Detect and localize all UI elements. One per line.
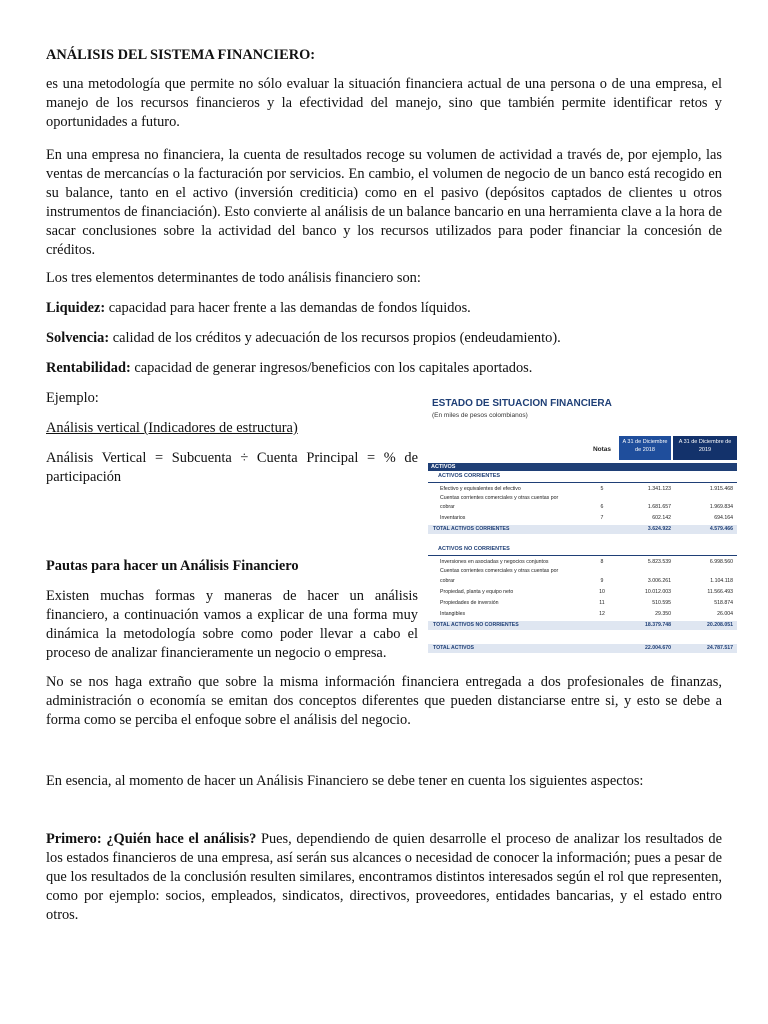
- total-row: [428, 621, 737, 630]
- notas-header: Notas: [592, 446, 612, 453]
- row-label: Propiedad, planta y equipo neto: [440, 589, 514, 595]
- pautas-title: Pautas para hacer un Análisis Financiero: [46, 558, 299, 574]
- vertical-title: Análisis vertical (Indicadores de estructura): [46, 420, 298, 436]
- activos-band: ACTIVOS: [428, 463, 737, 471]
- row-value-2019: 11.566.493: [707, 589, 733, 595]
- row-nota: 11: [599, 600, 605, 606]
- divider: [428, 555, 737, 556]
- row-label: Intangibles: [440, 611, 466, 617]
- table-row: [428, 503, 737, 512]
- rentabilidad-def: capacidad de generar ingresos/beneficios con los capitales aportados.: [130, 360, 533, 376]
- row-nota: 10: [599, 589, 605, 595]
- row-label: cobrar: [440, 578, 455, 584]
- row-nota: 7: [600, 515, 604, 521]
- table-row: [428, 558, 737, 567]
- row-value-2019: 26.004: [717, 611, 733, 617]
- row-nota: 12: [599, 611, 605, 617]
- row-value-2018: 510.595: [652, 600, 671, 606]
- row-value-2018: 3.006.261: [647, 578, 671, 584]
- elements-intro: Los tres elementos determinantes de todo análisis financiero son:: [46, 270, 421, 286]
- table-row: [428, 577, 737, 586]
- row-label: Efectivo y equivalentes del efectivo: [440, 486, 521, 492]
- row-value-2018: 5.823.539: [647, 559, 671, 565]
- row-value-2019: 1.104.118: [710, 578, 733, 584]
- total-value-2018: 22.004.670: [645, 645, 671, 651]
- esencia-paragraph: En esencia, al momento de hacer un Análisis Financiero se debe tener en cuenta los siguientes aspectos:: [46, 773, 644, 789]
- row-label: Propiedades de inversión: [440, 600, 499, 606]
- statement-title: ESTADO DE SITUACION FINANCIERA: [432, 398, 612, 409]
- row-value-2019: 6.998.560: [709, 559, 733, 565]
- col-2019-header: A 31 de Diciembre de 2019: [673, 436, 737, 460]
- table-row: [428, 494, 737, 503]
- corrientes-section: ACTIVOS CORRIENTES: [438, 473, 501, 479]
- liquidez-def: capacidad para hacer frente a las demandas de fondos líquidos.: [105, 300, 471, 316]
- row-value-2019: 694.164: [714, 515, 733, 521]
- table-row: [428, 567, 737, 576]
- row-value-2019: 518.874: [714, 600, 733, 606]
- total-label: TOTAL ACTIVOS: [433, 645, 475, 651]
- row-nota: 9: [600, 578, 604, 584]
- total-label: TOTAL ACTIVOS CORRIENTES: [433, 526, 510, 532]
- liquidez-item: [46, 299, 722, 318]
- statement-subtitle: (En miles de pesos colombianos): [432, 412, 528, 419]
- intro-paragraph: es una metodología que permite no sólo evaluar la situación financiera actual de una persona o de una empresa, el manejo de los recursos financieros y la efectividad del manejo, sino que también permite identificar retos y oportunidades a futuro.: [46, 76, 722, 130]
- divider: [428, 482, 737, 483]
- page-heading: ANÁLISIS DEL SISTEMA FINANCIERO:: [46, 47, 316, 63]
- total-label: TOTAL ACTIVOS NO CORRIENTES: [433, 622, 519, 628]
- table-row: [428, 588, 737, 597]
- primero-term: Primero: ¿Quién hace el análisis?: [46, 831, 257, 847]
- solvencia-term: Solvencia:: [46, 330, 110, 346]
- row-value-2018: 1.341.123: [647, 486, 671, 492]
- solvencia-def: calidad de los créditos y adecuación de los recursos propios (endeudamiento).: [109, 330, 561, 346]
- rentabilidad-item: [46, 359, 722, 378]
- ejemplo-label: Ejemplo:: [46, 390, 99, 406]
- grand-total-row: [428, 644, 737, 653]
- liquidez-term: Liquidez:: [46, 300, 106, 316]
- primero-paragraph: [46, 830, 722, 925]
- primero-text: Pues, dependiendo de quien desarrolle el proceso de analizar los resultados de los estados financieros de una empresa, así serán sus alcances o necesidad de conocer la información; pues a pesar de que los resultados de la conclusión resulten similares, encontramos distintos interesados según el rol que representen, como por ejemplo: socios, empleados, sindicatos, directivos, proveedores, entidades bancarias, y el estado entro otros.: [46, 831, 722, 923]
- vertical-formula: Análisis Vertical = Subcuenta ÷ Cuenta Principal = % de participación: [46, 450, 418, 485]
- no-corrientes-section: ACTIVOS NO CORRIENTES: [438, 546, 510, 552]
- row-value-2019: 1.969.834: [709, 504, 733, 510]
- total-value-2018: 18.379.748: [645, 622, 671, 628]
- rentabilidad-term: Rentabilidad:: [46, 360, 131, 376]
- total-value-2019: 24.787.517: [707, 645, 733, 651]
- table-row: [428, 485, 737, 494]
- table-row: [428, 514, 737, 523]
- bank-paragraph: En una empresa no financiera, la cuenta de resultados recoge su volumen de actividad a través de, por ejemplo, las ventas de mercancías o la facturación por servicios. En cambio, el volumen de negocio de un banco está recogido en su balance, tanto en el activo (inversión crediticia) como en el pasivo (depósitos captados de clientes u otros instrumentos de financiación). Esto convierte al análisis de un balance bancario en una herramienta clave a la hora de sacar conclusiones sobre la actividad del banco y los recursos utilizados para poder financiar la concesión de créditos.: [46, 147, 722, 258]
- row-value-2018: 1.681.657: [647, 504, 671, 510]
- row-nota: 6: [600, 504, 604, 510]
- row-label: Cuentas corrientes comerciales y otras cuentas por: [440, 495, 559, 501]
- extrano-paragraph: No se nos haga extraño que sobre la misma información financiera entregada a dos profesionales de finanzas, administración o economía se emitan dos conceptos diferentes que pueden distanciarse entre si, y esto se debe a forma como se perciba el enfoque sobre el análisis del negocio.: [46, 674, 722, 728]
- total-value-2019: 20.208.051: [707, 622, 733, 628]
- row-value-2018: 602.142: [652, 515, 671, 521]
- table-row: [428, 610, 737, 619]
- row-nota: 8: [600, 559, 604, 565]
- row-label: Inventarios: [440, 515, 466, 521]
- row-value-2019: 1.915.468: [709, 486, 733, 492]
- pautas-paragraph: Existen muchas formas y maneras de hacer un análisis financiero, a continuación vamos a explicar de una forma muy dinámica la metodología sobre como poder llevar a cabo el proceso de analizar financieramente un negocio o empresa.: [46, 588, 418, 661]
- row-label: Inversiones en asociadas y negocios conjuntos: [440, 559, 549, 565]
- financial-statement-table: [428, 396, 737, 658]
- row-label: Cuentas corrientes comerciales y otras cuentas por: [440, 568, 559, 574]
- col-2018-header: A 31 de Diciembre de 2018: [619, 436, 671, 460]
- row-label: cobrar: [440, 504, 455, 510]
- solvencia-item: [46, 329, 722, 348]
- row-value-2018: 29.350: [655, 611, 671, 617]
- total-value-2019: 4.579.466: [709, 526, 733, 532]
- row-value-2018: 10.012.003: [645, 589, 671, 595]
- table-row: [428, 599, 737, 608]
- row-nota: 5: [600, 486, 604, 492]
- total-row: [428, 525, 737, 534]
- total-value-2018: 3.624.922: [647, 526, 671, 532]
